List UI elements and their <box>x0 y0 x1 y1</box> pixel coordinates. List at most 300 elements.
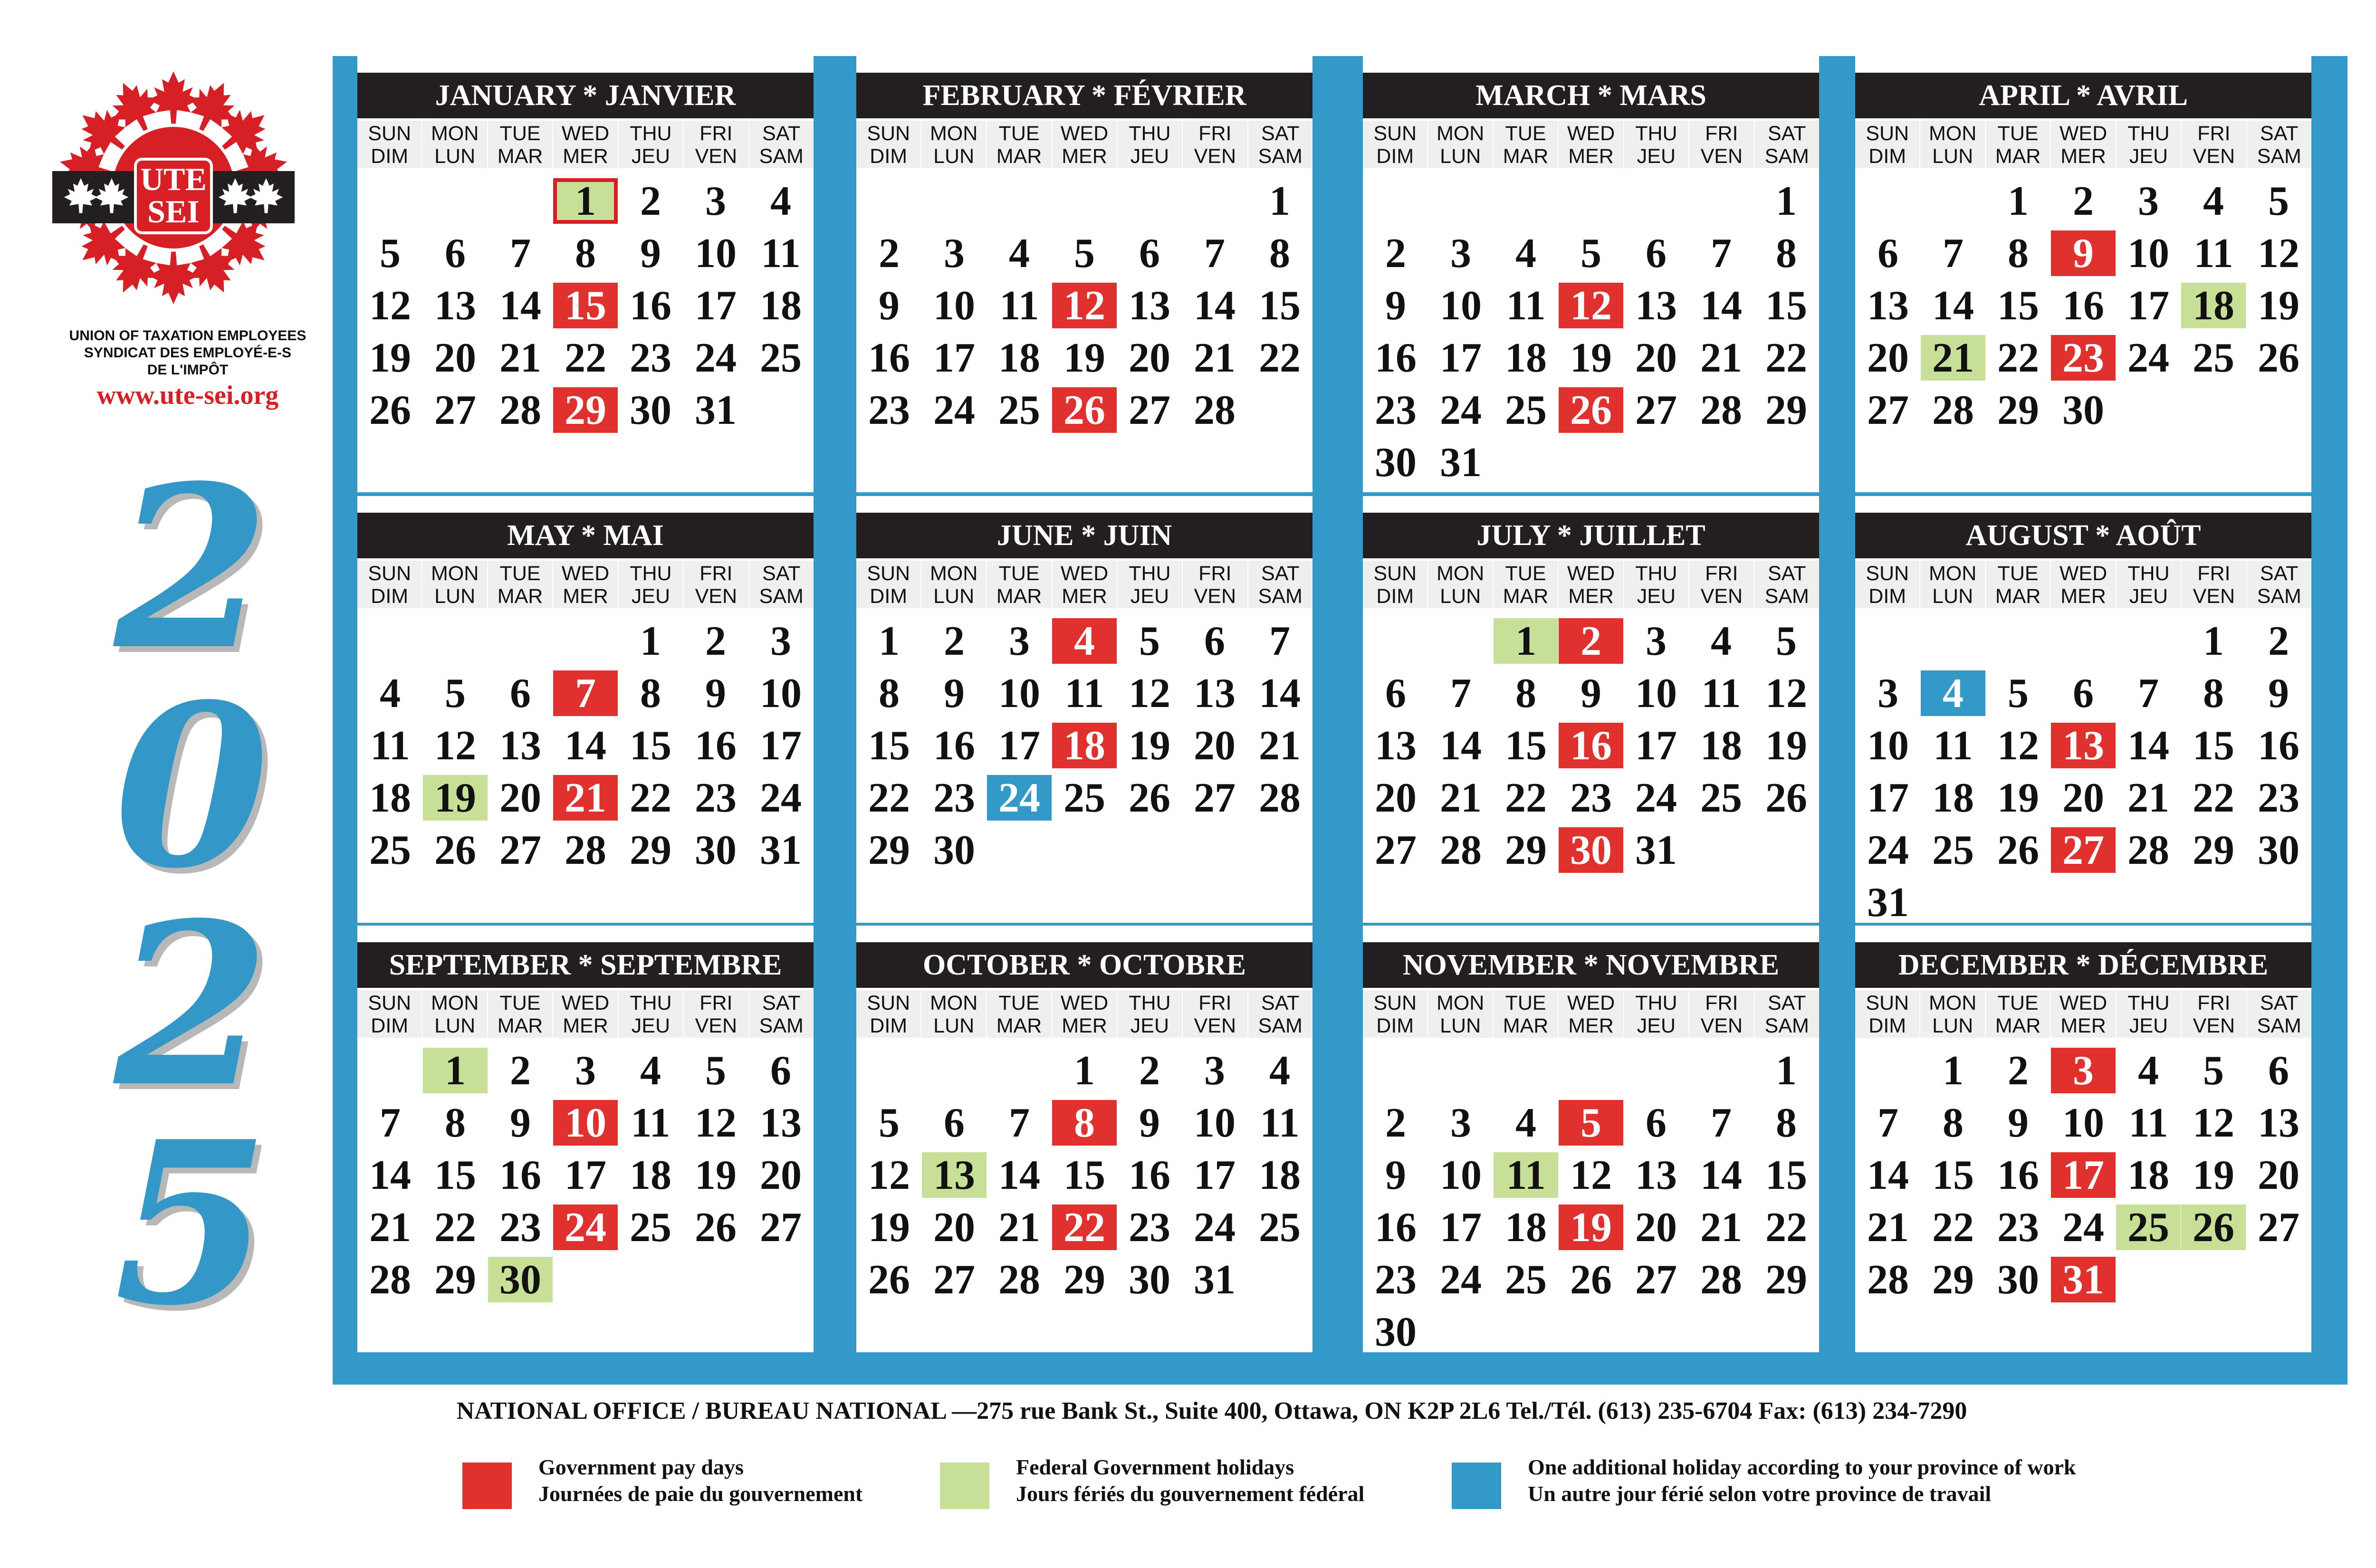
calendar-day-federal-holiday: 1 <box>423 1048 488 1093</box>
weekday-en: MON <box>1928 122 1977 145</box>
weekday-header <box>1623 990 1688 1038</box>
weekday-fr: JEU <box>2129 1014 2168 1037</box>
calendar-grid <box>333 56 2347 1385</box>
weekday-fr: LUN <box>933 585 975 608</box>
calendar-day: 6 <box>2073 670 2094 717</box>
calendar-day: 26 <box>695 1204 737 1251</box>
weekday-en: FRI <box>1198 122 1232 145</box>
calendar-day: 2 <box>879 230 900 277</box>
weekday-header <box>1855 561 1919 608</box>
calendar-day: 11 <box>2128 1100 2168 1146</box>
weekday-header <box>2116 561 2181 608</box>
calendar-day: 2 <box>1385 230 1406 277</box>
calendar-day: 16 <box>630 282 671 329</box>
calendar-day: 11 <box>761 230 801 277</box>
weekday-en: SAT <box>1768 562 1806 585</box>
weekday-fr: LUN <box>434 1014 476 1037</box>
weekday-header <box>1558 990 1623 1038</box>
calendar-day: 2 <box>2008 1047 2029 1094</box>
calendar-day: 28 <box>1700 387 1742 433</box>
weekday-fr: VEN <box>1194 1014 1236 1037</box>
calendar-day: 18 <box>1505 1204 1547 1251</box>
website-link[interactable]: www.ute-sei.org <box>96 381 279 410</box>
calendar-day: 25 <box>1063 774 1105 821</box>
calendar-day: 27 <box>1635 387 1677 433</box>
calendar-day: 3 <box>575 1047 596 1094</box>
calendar-day: 8 <box>1515 670 1536 717</box>
weekday-fr: DIM <box>870 585 908 608</box>
calendar-day: 26 <box>1997 827 2039 873</box>
calendar-day: 25 <box>1700 774 1742 821</box>
calendar-day: 24 <box>1440 1256 1482 1303</box>
calendar-day: 14 <box>2127 722 2169 769</box>
calendar-day-federal-holiday: 1 <box>1494 618 1558 664</box>
calendar-day: 21 <box>2127 774 2169 821</box>
weekday-header <box>856 121 920 168</box>
calendar-day: 31 <box>760 827 802 873</box>
weekday-header <box>422 561 487 608</box>
weekday-fr: MER <box>1568 145 1614 168</box>
calendar-day: 10 <box>1635 670 1677 717</box>
calendar-day: 23 <box>933 774 975 821</box>
legend-provincial-holiday <box>1528 1454 2076 1507</box>
calendar-day: 13 <box>499 722 541 769</box>
weekday-header-row <box>856 121 1313 168</box>
calendar-day: 3 <box>944 230 965 277</box>
weekday-header <box>2181 121 2246 168</box>
calendar-day: 10 <box>2062 1100 2104 1146</box>
calendar-day: 11 <box>999 282 1039 329</box>
calendar-day: 28 <box>1867 1256 1909 1303</box>
calendar-day-pay-day: 8 <box>1052 1100 1117 1146</box>
calendar-day: 2 <box>2073 178 2094 224</box>
calendar-day: 10 <box>1867 722 1909 769</box>
calendar-day: 12 <box>1570 1152 1612 1198</box>
weekday-header <box>1427 121 1492 168</box>
weekday-en: MON <box>1436 122 1485 145</box>
calendar-day: 21 <box>369 1204 411 1251</box>
calendar-day: 4 <box>2203 178 2224 224</box>
calendar-day: 9 <box>510 1100 531 1146</box>
weekday-en: WED <box>561 122 610 145</box>
month-title: OCTOBER * OCTOBRE <box>856 942 1313 988</box>
calendar-day: 17 <box>1194 1152 1236 1198</box>
month-title: SEPTEMBER * SEPTEMBRE <box>357 942 814 988</box>
calendar-day: 12 <box>369 282 411 329</box>
weekday-header <box>1985 561 2050 608</box>
calendar-day: 14 <box>369 1152 411 1198</box>
calendar-day: 27 <box>2258 1204 2299 1251</box>
weekday-en: WED <box>1060 562 1109 585</box>
calendar-day: 27 <box>933 1256 975 1303</box>
calendar-day: 3 <box>705 178 726 224</box>
weekday-fr: MER <box>563 145 608 168</box>
weekday-en: SUN <box>867 122 910 145</box>
weekday-en: SAT <box>2260 122 2299 145</box>
weekday-en: SUN <box>1866 562 1909 585</box>
weekday-en: SUN <box>368 562 412 585</box>
calendar-day: 1 <box>1776 178 1797 224</box>
weekday-fr: VEN <box>1700 1014 1743 1037</box>
calendar-day: 30 <box>1129 1256 1170 1303</box>
calendar-day: 15 <box>868 722 910 769</box>
calendar-day: 23 <box>630 335 671 381</box>
calendar-day-federal-holiday: 19 <box>423 775 488 821</box>
calendar-day: 21 <box>1259 722 1301 769</box>
legend-provincial-holiday-en: One additional holiday according to your province of work <box>1528 1455 2076 1479</box>
weekday-fr: MAR <box>1995 585 2041 608</box>
weekday-header <box>422 121 487 168</box>
weekday-fr: MAR <box>1995 145 2041 168</box>
calendar-day: 17 <box>933 335 975 381</box>
weekday-header <box>1493 121 1558 168</box>
calendar-day: 25 <box>2193 335 2234 381</box>
calendar-day: 5 <box>1074 230 1095 277</box>
weekday-header <box>357 121 422 168</box>
weekday-fr: MAR <box>1503 145 1549 168</box>
weekday-fr: VEN <box>1194 585 1236 608</box>
month-panel <box>856 926 1313 1352</box>
weekday-header <box>1623 561 1688 608</box>
calendar-day: 3 <box>1204 1047 1225 1094</box>
calendar-day: 1 <box>879 618 900 664</box>
weekday-fr: MAR <box>996 585 1042 608</box>
weekday-header <box>1117 561 1182 608</box>
weekday-header <box>487 990 552 1038</box>
weekday-en: SAT <box>1261 562 1300 585</box>
weekday-header <box>1558 561 1623 608</box>
weekday-en: MON <box>929 562 978 585</box>
calendar-day: 11 <box>1933 722 1973 769</box>
weekday-fr: LUN <box>434 145 476 168</box>
weekday-header <box>748 561 814 608</box>
calendar-day: 25 <box>369 827 411 873</box>
calendar-day: 20 <box>1635 335 1677 381</box>
calendar-day: 14 <box>1700 282 1742 329</box>
weekday-en: MON <box>1436 562 1485 585</box>
calendar-day: 30 <box>695 827 737 873</box>
calendar-day: 21 <box>1440 774 1482 821</box>
weekday-header <box>1623 121 1688 168</box>
weekday-fr: JEU <box>1130 1014 1169 1037</box>
calendar-day: 5 <box>705 1047 726 1094</box>
weekday-header <box>683 990 748 1038</box>
weekday-fr: DIM <box>870 1014 908 1037</box>
weekday-fr: VEN <box>2193 1014 2235 1037</box>
calendar-day: 18 <box>2127 1152 2169 1198</box>
weekday-header <box>1688 990 1753 1038</box>
weekday-header-row <box>1363 121 1819 168</box>
weekday-en: FRI <box>1705 122 1738 145</box>
weekday-en: FRI <box>2197 122 2231 145</box>
calendar-day: 10 <box>933 282 975 329</box>
calendar-day: 13 <box>760 1100 802 1146</box>
legend-federal-holidays <box>1016 1454 1364 1507</box>
weekday-en: SAT <box>762 562 801 585</box>
calendar-day: 23 <box>1997 1204 2039 1251</box>
calendar-day: 19 <box>1063 335 1105 381</box>
calendar-day: 12 <box>1765 670 1807 717</box>
month-title: JUNE * JUIN <box>856 513 1313 558</box>
weekday-fr: MER <box>2060 585 2106 608</box>
calendar-day: 24 <box>2127 335 2169 381</box>
month-panel <box>1855 496 2311 926</box>
calendar-day: 9 <box>1139 1100 1160 1146</box>
calendar-day: 29 <box>2193 827 2234 873</box>
calendar-day: 14 <box>565 722 606 769</box>
legend-federal-holidays-en: Federal Government holidays <box>1016 1455 1294 1479</box>
calendar-day: 7 <box>1450 670 1471 717</box>
weekday-en: SUN <box>1866 122 1909 145</box>
calendar-day: 20 <box>1867 335 1909 381</box>
calendar-day: 10 <box>1440 1152 1482 1198</box>
calendar-day: 6 <box>770 1047 791 1094</box>
weekday-fr: MAR <box>497 145 543 168</box>
weekday-header-row <box>1855 121 2311 168</box>
weekday-header <box>856 561 920 608</box>
calendar-day-federal-holiday: 25 <box>2116 1205 2181 1250</box>
calendar-day: 22 <box>434 1204 476 1251</box>
weekday-header <box>1919 121 1984 168</box>
weekday-en: MON <box>431 992 479 1014</box>
calendar-day: 20 <box>1129 335 1170 381</box>
calendar-day: 23 <box>499 1204 541 1251</box>
weekday-fr: SAM <box>1258 585 1303 608</box>
calendar-day: 30 <box>1375 1309 1417 1355</box>
weekday-en: WED <box>2059 562 2108 585</box>
weekday-fr: SAM <box>1764 145 1809 168</box>
weekday-fr: LUN <box>434 585 476 608</box>
weekday-fr: MER <box>2060 1014 2106 1037</box>
calendar-day: 4 <box>640 1047 661 1094</box>
org-name-french: SYNDICAT DES EMPLOYÉ-E-S <box>84 345 292 361</box>
weekday-header <box>1247 561 1313 608</box>
weekday-fr: DIM <box>1376 585 1414 608</box>
weekday-header-row <box>1363 561 1819 608</box>
weekday-en: SAT <box>2260 562 2299 585</box>
calendar-day-federal-holiday: 21 <box>1921 335 1985 381</box>
weekday-en: THU <box>2127 992 2170 1014</box>
calendar-day-pay-day: 9 <box>2051 230 2116 276</box>
calendar-day: 30 <box>933 827 975 873</box>
calendar-day: 14 <box>1259 670 1301 717</box>
weekday-header <box>1051 121 1116 168</box>
calendar-day-pay-day: 12 <box>1559 283 1623 328</box>
month-title: AUGUST * AOÛT <box>1855 513 2311 558</box>
calendar-day-provincial-holiday: 24 <box>987 775 1052 821</box>
calendar-day: 20 <box>434 335 476 381</box>
calendar-day: 17 <box>760 722 802 769</box>
weekday-header <box>856 990 920 1038</box>
weekday-header <box>2246 561 2311 608</box>
calendar-day: 3 <box>1646 618 1667 664</box>
weekday-fr: SAM <box>759 145 804 168</box>
calendar-day: 18 <box>1700 722 1742 769</box>
calendar-day-pay-day: 29 <box>553 387 618 433</box>
calendar-day: 20 <box>1635 1204 1677 1251</box>
calendar-day-pay-day: 24 <box>553 1205 618 1250</box>
weekday-header <box>2050 990 2115 1038</box>
calendar-day: 16 <box>1375 335 1417 381</box>
calendar-day: 31 <box>695 387 737 433</box>
weekday-header <box>1985 121 2050 168</box>
calendar-day: 29 <box>868 827 910 873</box>
calendar-day: 24 <box>1194 1204 1236 1251</box>
weekday-header <box>422 990 487 1038</box>
calendar-day: 23 <box>2258 774 2299 821</box>
calendar-day: 6 <box>510 670 531 717</box>
calendar-day: 28 <box>1932 387 1974 433</box>
calendar-day: 18 <box>1505 335 1547 381</box>
weekday-fr: JEU <box>2129 585 2168 608</box>
weekday-en: SUN <box>867 562 910 585</box>
weekday-en: TUE <box>998 122 1040 145</box>
calendar-day: 27 <box>1375 827 1417 873</box>
weekday-fr: MER <box>563 585 608 608</box>
ute-sei-maple-leaf-logo <box>48 62 299 333</box>
month-panel <box>856 56 1313 492</box>
calendar-day: 21 <box>499 335 541 381</box>
calendar-day: 18 <box>1259 1152 1301 1198</box>
weekday-fr: LUN <box>1932 1014 1974 1037</box>
calendar-day: 22 <box>1259 335 1301 381</box>
calendar-day: 7 <box>1711 1100 1732 1146</box>
calendar-day: 27 <box>499 827 541 873</box>
calendar-day: 5 <box>2203 1047 2224 1094</box>
weekday-en: MON <box>431 562 479 585</box>
calendar-day: 2 <box>1139 1047 1160 1094</box>
weekday-en: SUN <box>1373 122 1417 145</box>
month-panel <box>1363 56 1819 492</box>
calendar-day: 9 <box>1385 1152 1406 1198</box>
calendar-day-pay-day: 7 <box>553 670 618 716</box>
calendar-day-federal-holiday: 13 <box>922 1152 987 1198</box>
weekday-en: FRI <box>1198 562 1232 585</box>
month-panel <box>357 56 814 492</box>
weekday-en: THU <box>1635 562 1677 585</box>
calendar-day: 27 <box>1635 1256 1677 1303</box>
year-digit-2: 0 <box>114 655 270 918</box>
weekday-header <box>683 561 748 608</box>
weekday-header <box>2246 990 2311 1038</box>
calendar-day-federal-holiday: 11 <box>1494 1152 1558 1198</box>
weekday-fr: SAM <box>2257 145 2301 168</box>
calendar-day: 7 <box>1943 230 1964 277</box>
weekday-fr: MER <box>1568 1014 1614 1037</box>
legend-provincial-holiday-fr: Un autre jour férié selon votre province de travail <box>1528 1482 1992 1506</box>
weekday-header <box>618 561 683 608</box>
calendar-day-pay-day: 15 <box>553 283 618 328</box>
calendar-day-pay-day: 19 <box>1559 1205 1623 1250</box>
calendar-day: 3 <box>1878 670 1898 717</box>
weekday-fr: JEU <box>1637 145 1676 168</box>
calendar-day: 12 <box>1997 722 2039 769</box>
weekday-en: FRI <box>699 122 733 145</box>
calendar-day: 5 <box>2008 670 2029 717</box>
weekday-header <box>1182 121 1247 168</box>
calendar-day: 2 <box>1385 1100 1406 1146</box>
legend-federal-holidays-fr: Jours fériés du gouvernement fédéral <box>1016 1482 1365 1506</box>
calendar-day: 17 <box>1440 335 1482 381</box>
weekday-en: MON <box>929 992 978 1014</box>
calendar-day: 30 <box>1997 1256 2039 1303</box>
weekday-header <box>1919 561 1984 608</box>
calendar-day: 22 <box>630 774 671 821</box>
weekday-en: TUE <box>1997 562 2039 585</box>
weekday-header <box>357 561 422 608</box>
calendar-day-pay-day: 22 <box>1052 1205 1117 1250</box>
weekday-header-row <box>1855 990 2311 1038</box>
weekday-fr: MAR <box>1503 1014 1549 1037</box>
weekday-en: SUN <box>1866 992 1909 1014</box>
calendar-day: 6 <box>2268 1047 2289 1094</box>
calendar-day: 9 <box>944 670 965 717</box>
weekday-header <box>1754 990 1819 1038</box>
calendar-day: 30 <box>2258 827 2299 873</box>
calendar-day: 24 <box>695 335 737 381</box>
weekday-fr: MAR <box>497 1014 543 1037</box>
calendar-day: 9 <box>705 670 726 717</box>
calendar-day: 2 <box>2268 618 2289 664</box>
weekday-fr: LUN <box>933 145 975 168</box>
calendar-day-pay-day: 10 <box>553 1100 618 1146</box>
calendar-day: 20 <box>1194 722 1236 769</box>
calendar-day: 13 <box>1129 282 1170 329</box>
calendar-day: 9 <box>2008 1100 2029 1146</box>
calendar-day: 9 <box>1385 282 1406 329</box>
calendar-day: 29 <box>630 827 671 873</box>
calendar-day: 15 <box>1997 282 2039 329</box>
calendar-day-pay-day: 23 <box>2051 335 2116 381</box>
calendar-day-pay-day: 3 <box>2051 1048 2116 1093</box>
calendar-day: 11 <box>2194 230 2233 277</box>
calendar-day: 9 <box>879 282 900 329</box>
weekday-header <box>552 561 617 608</box>
weekday-fr: SAM <box>2257 585 2301 608</box>
calendar-day: 8 <box>640 670 661 717</box>
calendar-day: 16 <box>1375 1204 1417 1251</box>
weekday-fr: VEN <box>1700 145 1743 168</box>
weekday-fr: DIM <box>1376 145 1414 168</box>
calendar-day: 2 <box>944 618 965 664</box>
calendar-day: 6 <box>944 1100 965 1146</box>
calendar-day: 4 <box>2138 1047 2159 1094</box>
weekday-fr: SAM <box>759 1014 804 1037</box>
weekday-fr: MER <box>1062 145 1107 168</box>
calendar-day: 26 <box>1765 774 1807 821</box>
weekday-header <box>1754 561 1819 608</box>
calendar-day-federal-holiday: 1 <box>553 178 618 224</box>
weekday-en: FRI <box>699 562 733 585</box>
weekday-header <box>1363 990 1427 1038</box>
calendar-day-pay-day: 26 <box>1559 387 1623 433</box>
weekday-header-row <box>357 121 814 168</box>
calendar-day: 17 <box>2127 282 2169 329</box>
calendar-day-pay-day: 21 <box>553 775 618 821</box>
weekday-en: TUE <box>1997 122 2039 145</box>
weekday-en: SAT <box>1768 992 1806 1014</box>
calendar-day: 23 <box>1375 1256 1417 1303</box>
calendar-day: 15 <box>630 722 671 769</box>
calendar-day: 14 <box>1932 282 1974 329</box>
weekday-fr: MAR <box>1503 585 1549 608</box>
weekday-fr: JEU <box>2129 145 2168 168</box>
calendar-day: 12 <box>434 722 476 769</box>
calendar-day: 26 <box>434 827 476 873</box>
calendar-day-federal-holiday: 26 <box>2181 1205 2246 1250</box>
weekday-en: SUN <box>1373 562 1417 585</box>
weekday-en: FRI <box>2197 992 2231 1014</box>
